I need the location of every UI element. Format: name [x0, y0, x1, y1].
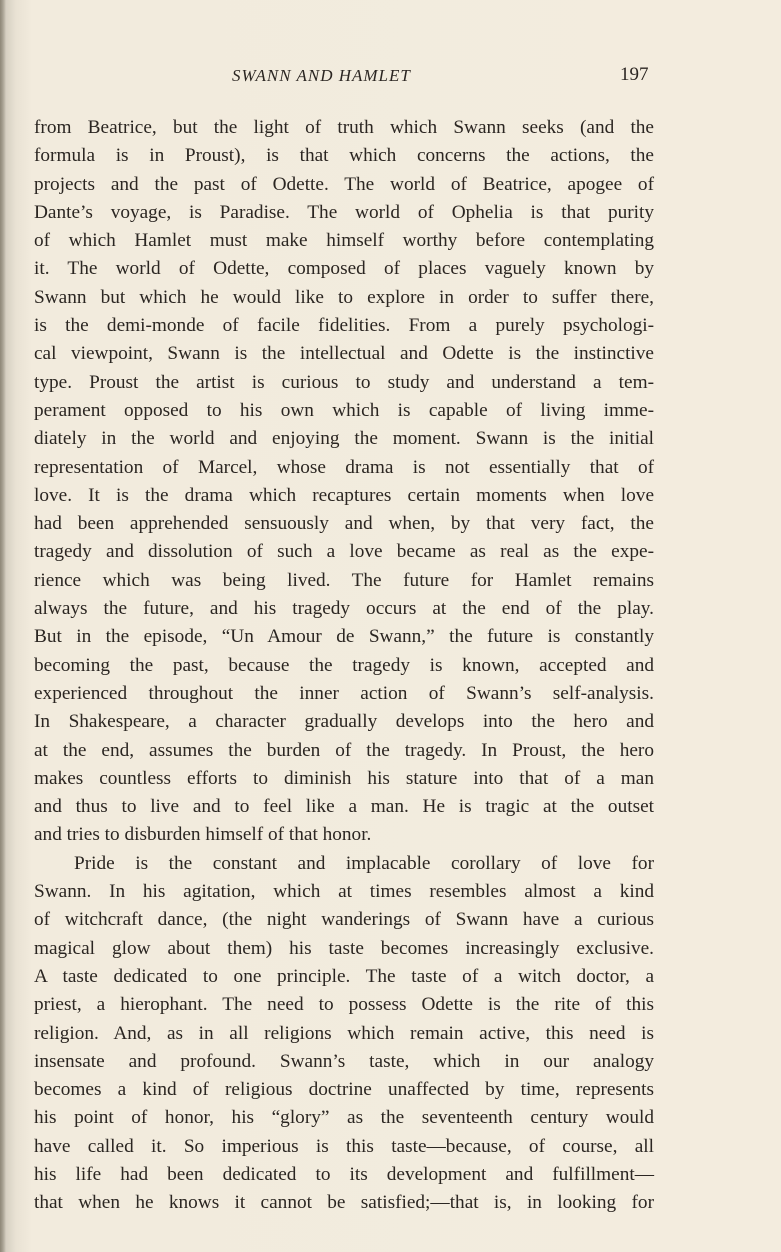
text-line: A taste dedicated to one principle. The taste of a witch doctor, a — [34, 965, 654, 987]
text-line: and thus to live and to feel like a man. He is tragic at the outset — [34, 796, 654, 818]
text-line: diately in the world and enjoying the moment. Swann is the initial — [34, 428, 654, 450]
text-line: representation of Marcel, whose drama is not essentially that of — [34, 456, 654, 478]
text-line: makes countless efforts to diminish his stature into that of a man — [34, 767, 654, 789]
text-line: of which Hamlet must make himself worthy before contemplating — [34, 230, 654, 252]
text-line: Swann. In his agitation, which at times resembles almost a kind — [34, 881, 654, 903]
text-line: had been apprehended sensuously and when, by that very fact, the — [34, 513, 654, 535]
text-line: type. Proust the artist is curious to study and understand a tem- — [34, 371, 654, 393]
text-line: In Shakespeare, a character gradually develops into the hero and — [34, 711, 654, 733]
text-line: at the end, assumes the burden of the tragedy. In Proust, the hero — [34, 739, 654, 761]
binding-gutter-shadow — [0, 0, 6, 1252]
running-title: SWANN AND HAMLET — [232, 66, 411, 85]
text-line: his point of honor, his “glory” as the seventeenth century would — [34, 1107, 654, 1129]
text-line: magical glow about them) his taste becomes increasingly exclusive. — [34, 937, 654, 959]
page-number: 197 — [620, 64, 649, 85]
text-line: rience which was being lived. The future for Hamlet remains — [34, 569, 654, 591]
text-line: from Beatrice, but the light of truth which Swann seeks (and the — [34, 117, 654, 138]
text-line: it. The world of Odette, composed of places vaguely known by — [34, 258, 654, 280]
text-line: becoming the past, because the tragedy is known, accepted and — [34, 654, 654, 676]
text-line: and tries to disburden himself of that honor. — [34, 824, 372, 846]
text-line: becomes a kind of religious doctrine unaffected by time, represents — [34, 1079, 654, 1101]
text-line: love. It is the drama which recaptures certain moments when love — [34, 484, 654, 506]
text-line: Swann but which he would like to explore in order to suffer there, — [34, 286, 654, 308]
text-line: priest, a hierophant. The need to possess Odette is the rite of this — [34, 994, 654, 1016]
text-line: is the demi-monde of facile fidelities. From a purely psychologi- — [34, 315, 654, 337]
text-line: have called it. So imperious is this taste—because, of course, all — [34, 1135, 654, 1157]
text-line: Pride is the constant and implacable corollary of love for — [74, 852, 654, 874]
text-line: always the future, and his tragedy occurs at the end of the play. — [34, 598, 654, 620]
text-line: insensate and profound. Swann’s taste, which in our analogy — [34, 1050, 654, 1072]
text-line: that when he knows it cannot be satisfied;—that is, in looking for — [34, 1192, 654, 1214]
body-text — [34, 114, 654, 1218]
text-line: his life had been dedicated to its development and fulfillment— — [34, 1163, 654, 1185]
text-line: formula is in Proust), is that which concerns the actions, the — [34, 145, 654, 167]
text-line: projects and the past of Odette. The world of Beatrice, apogee of — [34, 173, 654, 195]
text-line: cal viewpoint, Swann is the intellectual and Odette is the instinctive — [34, 343, 654, 365]
text-line: religion. And, as in all religions which remain active, this need is — [34, 1022, 654, 1044]
text-line: experienced throughout the inner action of Swann’s self-analysis. — [34, 682, 654, 704]
text-line: Dante’s voyage, is Paradise. The world of Ophelia is that purity — [34, 201, 654, 223]
text-line: perament opposed to his own which is capable of living imme- — [34, 399, 654, 421]
text-line: tragedy and dissolution of such a love became as real as the expe- — [34, 541, 654, 563]
text-line: of witchcraft dance, (the night wanderings of Swann have a curious — [34, 909, 654, 931]
text-line: But in the episode, “Un Amour de Swann,” the future is constantly — [34, 626, 654, 648]
running-head — [0, 60, 781, 90]
